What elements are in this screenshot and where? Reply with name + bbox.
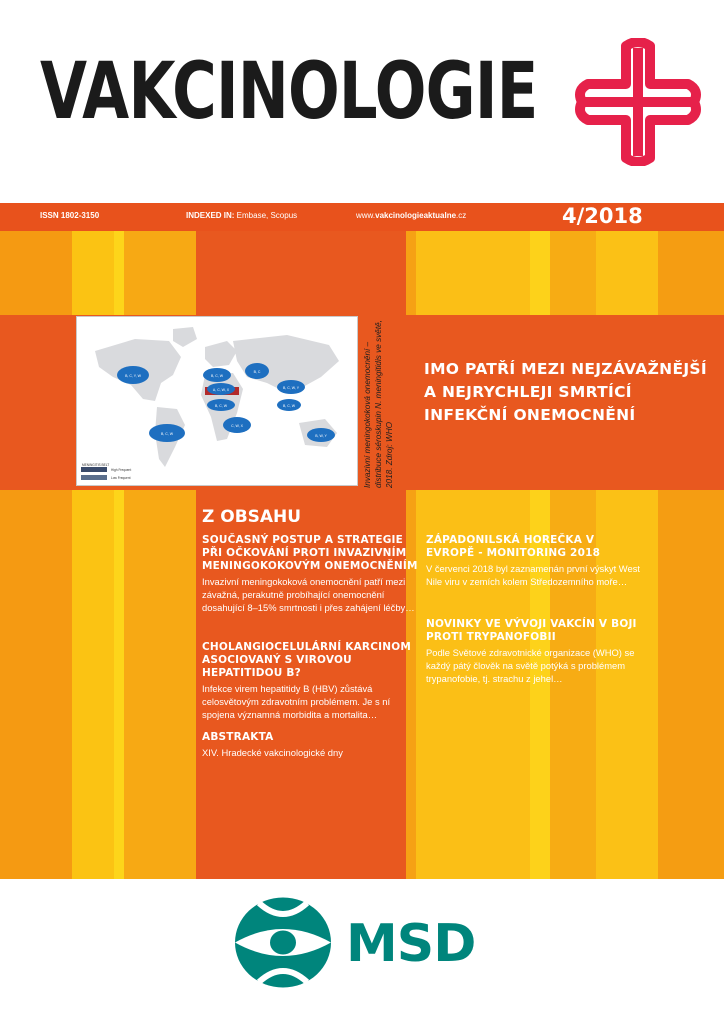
world-map-figure	[76, 316, 358, 486]
web-domain: vakcinologieaktualne	[375, 211, 457, 220]
masthead	[0, 0, 724, 205]
world-map	[77, 317, 357, 485]
website-link[interactable]	[356, 211, 466, 220]
article-excerpt: V červenci 2018 byl zaznamenán první výskyt West Nile viru v zemích kolem Středozemního moře…	[426, 563, 640, 587]
article-2[interactable]	[202, 641, 420, 721]
article-title: CHOLANGIOCELULÁRNÍ KARCINOM ASOCIOVANÝ S VIROVOU HEPATITIDOU B?	[202, 641, 411, 679]
legend-swatch-low	[81, 475, 107, 480]
article-title: ZÁPADONILSKÁ HOREČKA V EVROPĚ - MONITORING 2018	[426, 534, 601, 559]
legend-belt: MENINGITIS BELT	[82, 463, 110, 467]
article-excerpt: XIV. Hradecké vakcinologické dny	[202, 747, 343, 758]
bubble-label-9: B, C, W	[282, 404, 296, 408]
bubble-label-4: A, C, W, X	[212, 388, 230, 392]
msd-emblem-icon	[233, 895, 333, 990]
web-suffix: .cz	[456, 211, 467, 220]
legend-swatch-belt	[81, 467, 107, 472]
info-bar	[0, 203, 724, 231]
article-title: ABSTRAKTA	[202, 731, 274, 743]
bubble-label-1: B, C, W	[210, 374, 224, 378]
article-4[interactable]	[426, 534, 644, 588]
bubble-label-5: B, C, W	[214, 404, 228, 408]
legend-high: High Frequent	[111, 468, 132, 472]
journal-title: VAKCINOLOGIE	[40, 47, 538, 137]
msd-wordmark: MSD	[346, 914, 476, 974]
bubble-label-8: B, W, Y	[315, 434, 327, 438]
bubble-label-2: B, C	[253, 370, 261, 374]
bubble-label-3: B, C, W, Y	[282, 386, 300, 390]
issn: ISSN 1802-3150	[40, 211, 100, 220]
plus-cross-icon	[574, 38, 702, 166]
article-5[interactable]	[426, 618, 644, 685]
indexed-in	[186, 211, 297, 220]
article-excerpt: Podle Světové zdravotnické organizace (WHO) se každý pátý člověk na světě potýká s problémem trypanofobie, tj. strachu z jehel…	[426, 647, 635, 684]
map-caption: Invazivní meningokoková onemocnění – distribuce séroskupin N. meningitidis ve světě, 2018. Zdroj: WHO	[363, 320, 394, 488]
article-1[interactable]	[202, 534, 420, 614]
bubble-label-0: B, C, Y, W	[125, 374, 141, 378]
article-title: SOUČASNÝ POSTUP A STRATEGIE PŘI OČKOVÁNÍ PROTI INVAZIVNÍM MENINGOKOKOVÝM ONEMOCNĚNÍM	[202, 534, 418, 572]
legend-low: Low Frequent	[111, 476, 131, 480]
indexed-label: INDEXED IN:	[186, 211, 235, 220]
article-3[interactable]	[202, 731, 420, 759]
article-title: NOVINKY VE VÝVOJI VAKCÍN V BOJI PROTI TRYPANOFOBII	[426, 618, 637, 643]
bubble-label-7: B, C, W	[160, 432, 174, 436]
bubble-label-6: C, W, X	[231, 424, 243, 428]
indexed-value: Embase, Scopus	[234, 211, 298, 220]
article-excerpt: Infekce virem hepatitidy B (HBV) zůstává celosvětovým zdravotním problémem. Je s ní spojena významná morbidita a mortalita…	[202, 683, 391, 720]
contents-title: Z OBSAHU	[202, 507, 302, 527]
issue-number: 4/2018	[562, 204, 643, 228]
web-prefix: www.	[356, 211, 376, 220]
article-excerpt: Invazivní meningokoková onemocnění patří mezi závažná, perakutně probíhající onemocnění dosahující 8–15% smrtnosti i přes zahájení léčby…	[202, 576, 415, 613]
feature-headline: IMO PATŘÍ MEZI NEJZÁVAŽNĚJŠÍ A NEJRYCHLEJI SMRTÍCÍ INFEKČNÍ ONEMOCNĚNÍ	[424, 360, 707, 424]
